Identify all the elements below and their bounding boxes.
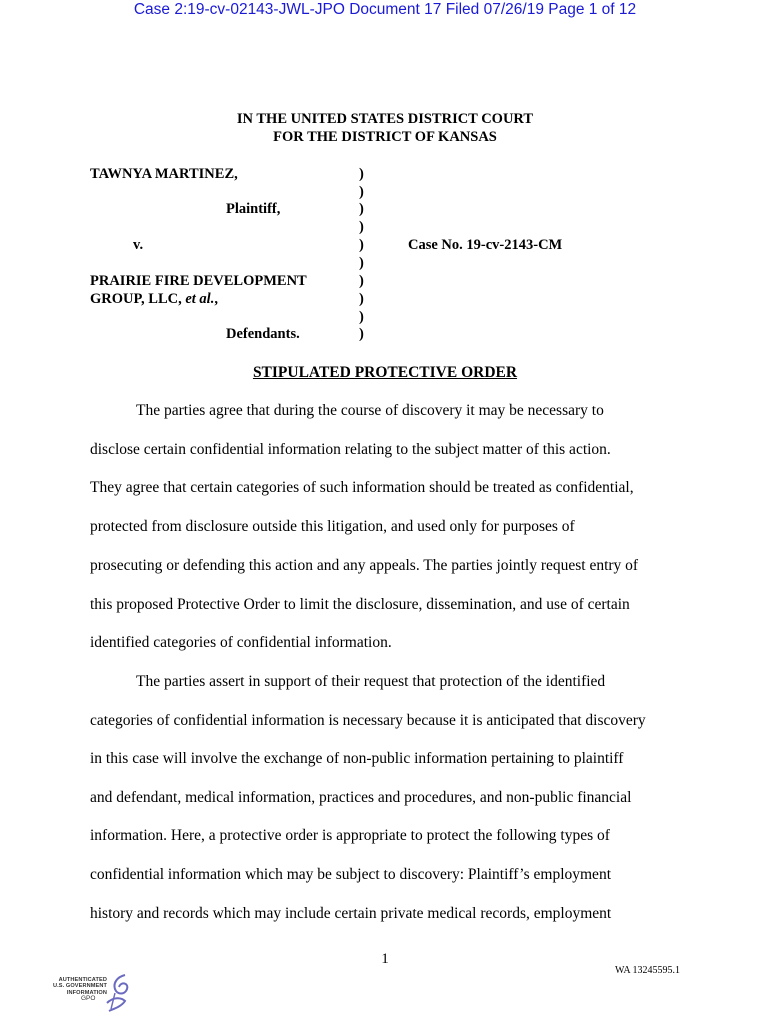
body-line: information. Here, a protective order is appropriate to protect the following types of: [90, 827, 610, 844]
eagle-icon: [103, 973, 133, 1013]
court-name-line-1: IN THE UNITED STATES DISTRICT COURT: [236, 111, 534, 127]
body-line: disclose certain confidential information relating to the subject matter of this action.: [90, 441, 611, 458]
paren: ): [359, 166, 364, 182]
gpo-authentication-seal: [45, 973, 140, 1018]
body-line: They agree that certain categories of such information should be treated as confidential,: [90, 479, 634, 496]
versus: v.: [133, 237, 144, 253]
body-line: and defendant, medical information, practices and procedures, and non-public financial: [90, 789, 632, 806]
page-number: 1: [381, 951, 389, 967]
body-line: categories of confidential information is necessary because it is anticipated that discovery: [90, 712, 646, 729]
paren: ): [359, 201, 364, 217]
gpo-mark-text: GPO: [81, 995, 96, 1002]
body-line: The parties agree that during the course of discovery it may be necessary to: [136, 402, 604, 419]
case-header-stamp: Case 2:19-cv-02143-JWL-JPO Document 17 Filed 07/26/19 Page 1 of 12: [133, 1, 637, 18]
gpo-seal-text: AUTHENTICATED U.S. GOVERNMENT INFORMATION: [52, 977, 107, 996]
body-line: in this case will involve the exchange of non-public information pertaining to plaintiff: [90, 750, 624, 767]
defendant-name-line-1: PRAIRIE FIRE DEVELOPMENT: [90, 273, 307, 289]
document-id: WA 13245595.1: [615, 965, 680, 976]
paren: ): [359, 309, 364, 325]
body-line: confidential information which may be subject to discovery: Plaintiff’s employment: [90, 866, 611, 883]
body-line: this proposed Protective Order to limit the disclosure, dissemination, and use of certain: [90, 596, 630, 613]
body-line: The parties assert in support of their request that protection of the identified: [136, 673, 606, 690]
body-line: identified categories of confidential information.: [90, 634, 392, 651]
paren: ): [359, 326, 364, 342]
case-number: Case No. 19-cv-2143-CM: [408, 237, 563, 253]
paren: ): [359, 255, 364, 271]
paren: ): [359, 291, 364, 307]
court-name-line-2: FOR THE DISTRICT OF KANSAS: [273, 129, 497, 145]
paren: ): [359, 237, 364, 253]
defendant-role: Defendants.: [226, 326, 300, 342]
body-line: protected from disclosure outside this litigation, and used only for purposes of: [90, 518, 575, 535]
plaintiff-role: Plaintiff,: [226, 201, 281, 217]
document-title: STIPULATED PROTECTIVE ORDER: [252, 364, 518, 381]
paren: ): [359, 184, 364, 200]
plaintiff-name: TAWNYA MARTINEZ,: [90, 166, 238, 182]
body-line: prosecuting or defending this action and any appeals. The parties jointly request entry of: [90, 557, 639, 574]
body-line: history and records which may include certain private medical records, employment: [90, 905, 612, 922]
paren: ): [359, 219, 364, 235]
paren: ): [359, 273, 364, 289]
defendant-name-line-2: GROUP, LLC, et al.,: [90, 291, 218, 307]
